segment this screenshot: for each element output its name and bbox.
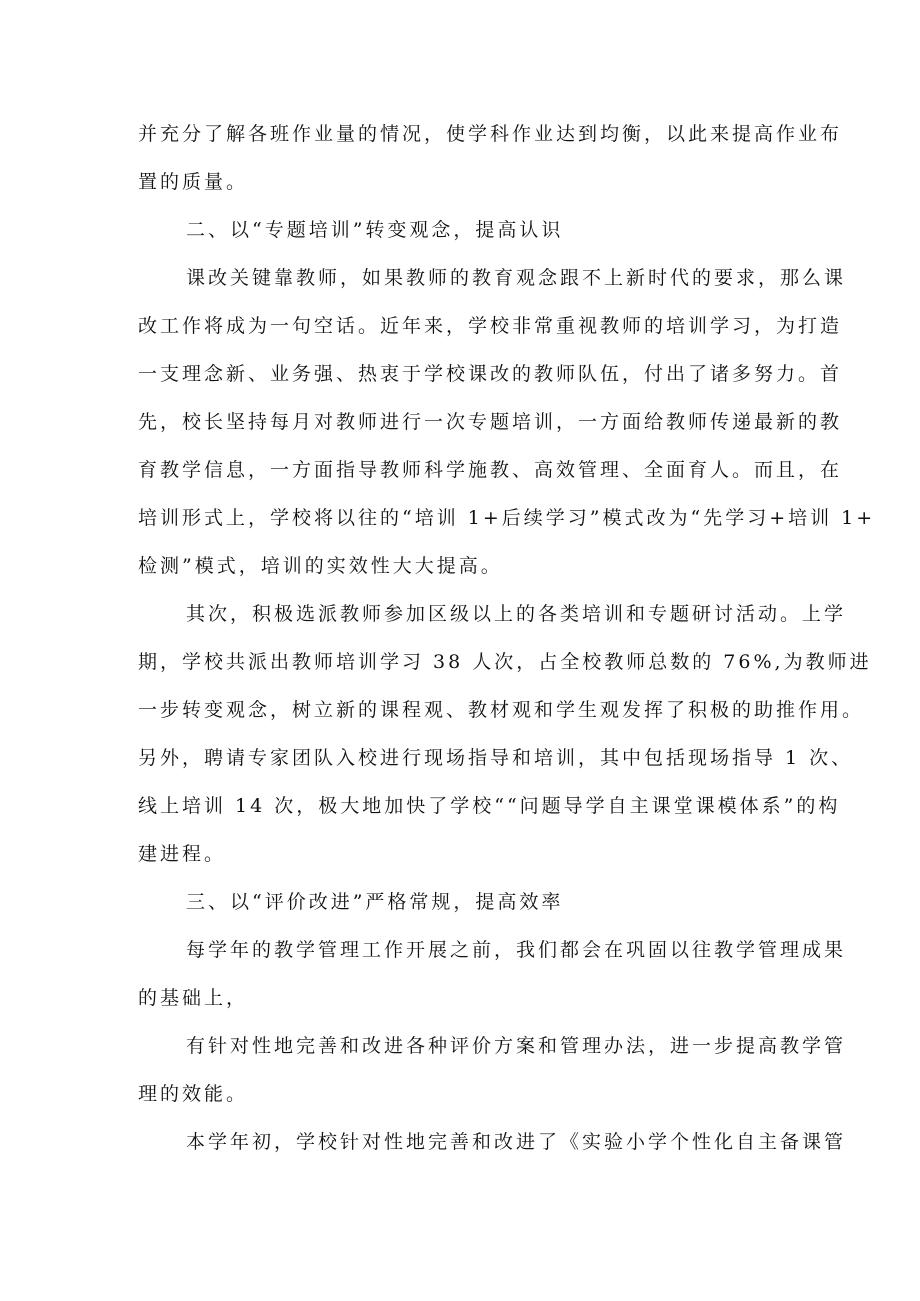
text-line: 一支理念新、业务强、热衷于学校课改的教师队伍，付出了诸多努力。首 [138,363,843,385]
text-line: 改工作将成为一句空话。近年来，学校非常重视教师的培训学习，为打造 [138,315,843,337]
text-line: 理的效能。 [138,1083,249,1105]
text-line: 每学年的教学管理工作开展之前，我们都会在巩固以往教学管理成果 [186,939,847,961]
text-line: 本学年初，学校针对性地完善和改进了《实验小学个性化自主备课管 [186,1131,847,1153]
text-line: 检测”模式，培训的实效性大大提高。 [138,555,503,577]
text-line: 线上培训 14 次，极大地加快了学校““问题导学自主课堂课模体系”的构 [138,795,841,817]
text-line: 建进程。 [138,843,227,865]
text-line: 的基础上， [138,987,249,1009]
text-line: 其次，积极选派教师参加区级以上的各类培训和专题研讨活动。上学 [186,603,847,625]
text-line: 培训形式上，学校将以往的“培训 1+后续学习”模式改为“先学习+培训 1+ [138,507,876,529]
text-line: 育教学信息，一方面指导教师科学施教、高效管理、全面育人。而且，在 [138,459,843,481]
section-heading: 三、以“评价改进”严格常规，提高效率 [186,891,564,913]
text-line: 置的质量。 [138,171,249,193]
text-line: 有针对性地完善和改进各种评价方案和管理办法，进一步提高教学管 [186,1035,847,1057]
text-line: 课改关键靠教师，如果教师的教育观念跟不上新时代的要求，那么课 [186,267,847,289]
text-line: 先，校长坚持每月对教师进行一次专题培训，一方面给教师传递最新的教 [138,411,843,433]
text-line: 一步转变观念，树立新的课程观、教材观和学生观发挥了积极的助推作用。 [138,699,865,721]
text-line: 期，学校共派出教师培训学习 38 人次，占全校教师总数的 76%,为教师进 [138,651,872,673]
text-line: 另外，聘请专家团队入校进行现场指导和培训，其中包括现场指导 1 次、 [138,747,854,769]
text-line: 并充分了解各班作业量的情况，使学科作业达到均衡，以此来提高作业布 [138,123,843,145]
section-heading: 二、以“专题培训”转变观念，提高认识 [186,219,564,241]
